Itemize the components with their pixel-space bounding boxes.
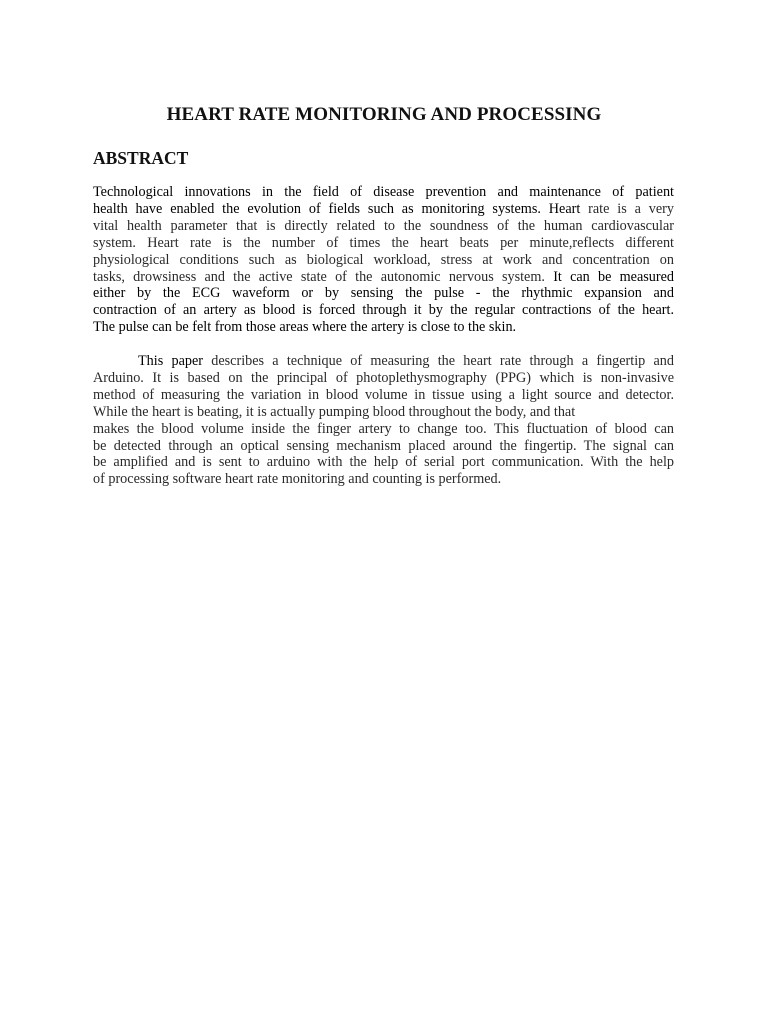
paragraph-line: contraction of an artery as blood is forced through it by the regular contractions of the heart. xyxy=(93,302,674,319)
paragraph-line-segment: This paper xyxy=(138,353,203,369)
document-title: HEART RATE MONITORING AND PROCESSING xyxy=(166,104,602,125)
paragraph-line xyxy=(93,201,674,218)
paragraph-line xyxy=(93,353,674,370)
paragraph-line: vital health parameter that is directly related to the soundness of the human cardiovascular xyxy=(93,217,674,234)
paragraph-line: Technological innovations in the field of disease prevention and maintenance of patient xyxy=(93,184,674,200)
paragraph-line-segment: rate is a very xyxy=(580,200,674,217)
paragraph-line-segment: describes a technique of measuring the heart rate through a fingertip and xyxy=(203,353,674,369)
paragraph-line xyxy=(93,269,674,286)
paragraph-line: makes the blood volume inside the finger artery to change too. This fluctuation of blood can xyxy=(93,420,674,437)
paragraph-line: be detected through an optical sensing mechanism placed around the fingertip. The signal can xyxy=(93,437,674,454)
paragraph-line: of processing software heart rate monitoring and counting is performed. xyxy=(93,471,502,488)
paragraph-line-segment: health have enabled the evolution of fields such as monitoring systems. Heart xyxy=(93,200,581,217)
paragraph-line: The pulse can be felt from those areas where the artery is close to the skin. xyxy=(93,319,517,336)
paragraph-line: While the heart is beating, it is actually pumping blood throughout the body, and that xyxy=(93,403,576,420)
paragraph-line: Arduino. It is based on the principal of photoplethysmography (PPG) which is non-invasive xyxy=(93,369,674,386)
abstract-paragraph-2 xyxy=(93,353,674,488)
paragraph-line: be amplified and is sent to arduino with the help of serial port communication. With the help xyxy=(93,454,674,471)
paragraph-line: method of measuring the variation in blood volume in tissue using a light source and detector. xyxy=(93,386,674,403)
paragraph-line: physiological conditions such as biological workload, stress at work and concentration on xyxy=(93,251,674,268)
paragraph-line-segment: tasks, drowsiness and the active state of the autonomic nervous system. xyxy=(93,268,545,285)
abstract-paragraph-1 xyxy=(93,184,674,336)
abstract-heading: ABSTRACT xyxy=(93,148,189,168)
paragraph-line: system. Heart rate is the number of times the heart beats per minute,reflects different xyxy=(93,234,674,251)
paragraph-line: either by the ECG waveform or by sensing the pulse - the rhythmic expansion and xyxy=(93,285,674,302)
paragraph-line-segment: It can be measured xyxy=(544,268,675,285)
